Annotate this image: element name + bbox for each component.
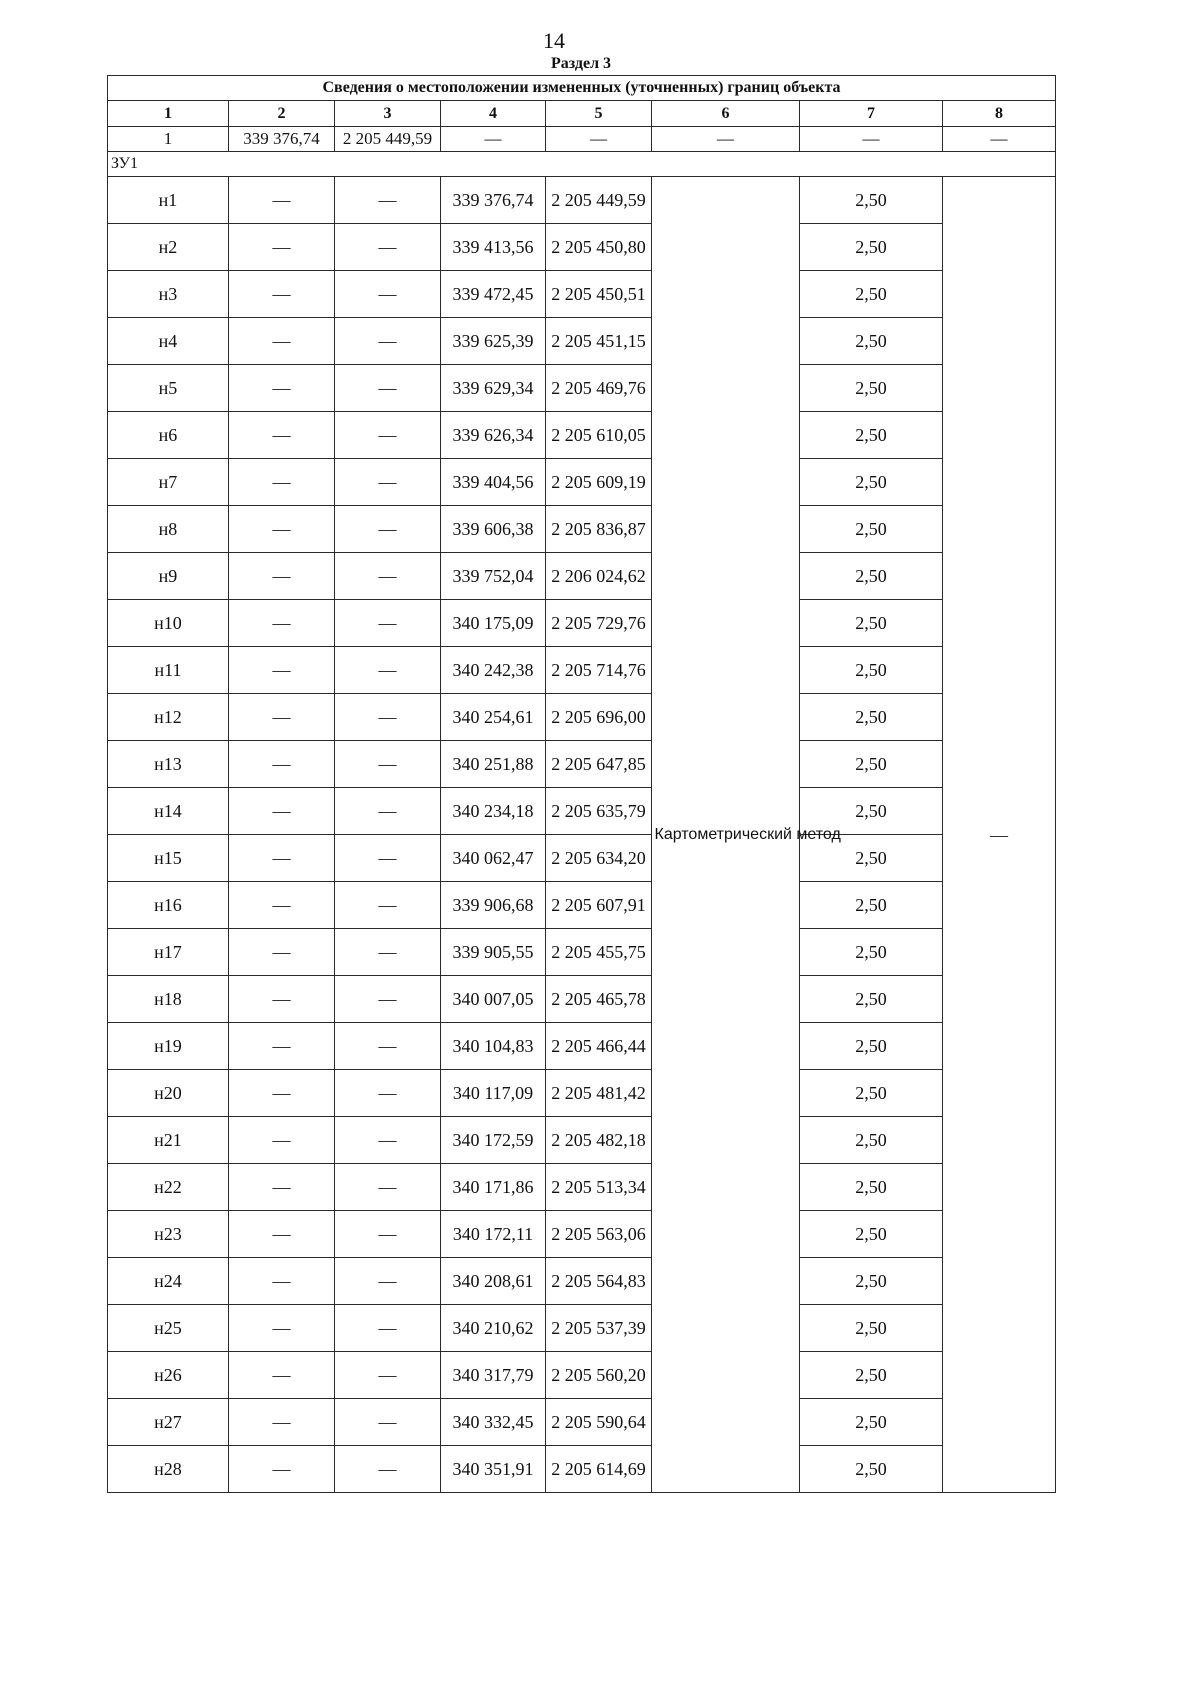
updated-x-cell: 340 351,91	[441, 1446, 546, 1493]
boundary-point-row	[108, 929, 1056, 976]
boundary-point-row	[108, 1117, 1056, 1164]
point-designation-cell: 1	[108, 127, 229, 152]
existing-y-cell: —	[335, 1117, 441, 1164]
table-caption: Сведения о местоположении измененных (уточненных) границ объекта	[108, 76, 1056, 101]
boundary-point-row	[108, 1446, 1056, 1493]
existing-y-cell: —	[335, 412, 441, 459]
accuracy-cell: 2,50	[800, 741, 943, 788]
boundary-point-row	[108, 600, 1056, 647]
boundary-point-row	[108, 177, 1056, 224]
accuracy-cell: 2,50	[800, 459, 943, 506]
existing-x-cell: —	[229, 365, 335, 412]
updated-y-cell: 2 205 449,59	[546, 177, 652, 224]
updated-y-cell: 2 205 466,44	[546, 1023, 652, 1070]
updated-y-cell: 2 205 590,64	[546, 1399, 652, 1446]
updated-x-cell: 339 472,45	[441, 271, 546, 318]
existing-x-cell: —	[229, 1211, 335, 1258]
updated-y-cell: 2 205 469,76	[546, 365, 652, 412]
existing-y-cell: —	[335, 835, 441, 882]
parcel-label: ЗУ1	[108, 152, 1056, 177]
accuracy-cell: 2,50	[800, 506, 943, 553]
existing-x-cell: —	[229, 882, 335, 929]
updated-x-cell: 340 171,86	[441, 1164, 546, 1211]
existing-x-cell: —	[229, 1023, 335, 1070]
updated-x-cell: 339 376,74	[441, 177, 546, 224]
existing-y-cell: —	[335, 1211, 441, 1258]
point-designation-cell: н27	[108, 1399, 229, 1446]
point-designation-cell: н14	[108, 788, 229, 835]
column-number: 4	[441, 101, 546, 127]
updated-y-cell: 2 205 607,91	[546, 882, 652, 929]
updated-x-cell: 340 251,88	[441, 741, 546, 788]
updated-x-cell: 340 172,59	[441, 1117, 546, 1164]
existing-y-cell: —	[335, 1305, 441, 1352]
point-designation-cell: н8	[108, 506, 229, 553]
existing-x-cell: —	[229, 412, 335, 459]
boundary-point-row	[108, 694, 1056, 741]
updated-x-cell: 340 117,09	[441, 1070, 546, 1117]
column-number: 3	[335, 101, 441, 127]
boundary-point-row	[108, 553, 1056, 600]
boundary-point-row	[108, 224, 1056, 271]
existing-y-cell: 2 205 449,59	[335, 127, 441, 152]
point-designation-cell: н20	[108, 1070, 229, 1117]
updated-y-cell: 2 205 455,75	[546, 929, 652, 976]
accuracy-cell: 2,50	[800, 976, 943, 1023]
point-designation-cell: н12	[108, 694, 229, 741]
updated-y-cell: 2 205 614,69	[546, 1446, 652, 1493]
updated-x-cell: 340 242,38	[441, 647, 546, 694]
updated-y-cell: 2 205 729,76	[546, 600, 652, 647]
method-cell	[652, 177, 841, 1493]
updated-y-cell: 2 205 635,79	[546, 788, 652, 835]
boundary-point-row	[108, 1352, 1056, 1399]
updated-x-cell: 339 404,56	[441, 459, 546, 506]
accuracy-cell: 2,50	[800, 835, 943, 882]
point-designation-cell: н26	[108, 1352, 229, 1399]
point-designation-cell: н13	[108, 741, 229, 788]
boundary-point-row	[108, 1211, 1056, 1258]
existing-y-cell: —	[335, 271, 441, 318]
existing-y-cell: —	[335, 788, 441, 835]
existing-x-cell: —	[229, 318, 335, 365]
accuracy-cell: 2,50	[800, 365, 943, 412]
existing-y-cell: —	[335, 365, 441, 412]
existing-x-cell: —	[229, 788, 335, 835]
existing-y-cell: —	[335, 1070, 441, 1117]
accuracy-cell: 2,50	[800, 929, 943, 976]
boundary-point-row	[108, 459, 1056, 506]
updated-y-cell: 2 205 465,78	[546, 976, 652, 1023]
updated-y-cell: 2 205 563,06	[546, 1211, 652, 1258]
marker-description-cell: —	[943, 177, 1056, 1493]
column-number: 2	[229, 101, 335, 127]
existing-y-cell: —	[335, 976, 441, 1023]
existing-y-cell: —	[335, 224, 441, 271]
updated-x-cell: 340 210,62	[441, 1305, 546, 1352]
point-designation-cell: н22	[108, 1164, 229, 1211]
boundary-point-row	[108, 1023, 1056, 1070]
updated-y-cell: 2 205 481,42	[546, 1070, 652, 1117]
point-designation-cell: н5	[108, 365, 229, 412]
accuracy-cell: 2,50	[800, 271, 943, 318]
column-number: 1	[108, 101, 229, 127]
existing-y-cell: —	[335, 1164, 441, 1211]
updated-x-cell: 340 234,18	[441, 788, 546, 835]
point-designation-cell: н7	[108, 459, 229, 506]
existing-y-cell: —	[335, 553, 441, 600]
point-designation-cell: н19	[108, 1023, 229, 1070]
accuracy-cell: 2,50	[800, 1446, 943, 1493]
existing-x-cell: —	[229, 224, 335, 271]
updated-x-cell: 339 905,55	[441, 929, 546, 976]
updated-y-cell: 2 205 696,00	[546, 694, 652, 741]
accuracy-cell: 2,50	[800, 1070, 943, 1117]
point-designation-cell: н2	[108, 224, 229, 271]
boundary-point-row	[108, 835, 1056, 882]
updated-y-cell: 2 205 610,05	[546, 412, 652, 459]
accuracy-cell: 2,50	[800, 1352, 943, 1399]
point-designation-cell: н15	[108, 835, 229, 882]
existing-x-cell: —	[229, 600, 335, 647]
accuracy-cell: 2,50	[800, 177, 943, 224]
updated-y-cell: 2 205 537,39	[546, 1305, 652, 1352]
updated-y-cell: 2 205 647,85	[546, 741, 652, 788]
boundary-point-row	[108, 788, 1056, 835]
column-number: 6	[652, 101, 800, 127]
updated-x-cell: 339 752,04	[441, 553, 546, 600]
accuracy-cell: 2,50	[800, 1258, 943, 1305]
updated-y-cell: 2 205 482,18	[546, 1117, 652, 1164]
existing-x-cell: —	[229, 1117, 335, 1164]
existing-y-cell: —	[335, 600, 441, 647]
existing-y-cell: —	[335, 694, 441, 741]
existing-x-cell: —	[229, 835, 335, 882]
column-number-row	[108, 101, 1056, 127]
existing-y-cell: —	[335, 1446, 441, 1493]
updated-y-cell: —	[546, 127, 652, 152]
boundary-point-row	[108, 1399, 1056, 1446]
updated-y-cell: 2 205 450,80	[546, 224, 652, 271]
point-designation-cell: н4	[108, 318, 229, 365]
point-designation-cell: н3	[108, 271, 229, 318]
updated-x-cell: 339 626,34	[441, 412, 546, 459]
table-caption-row	[108, 76, 1056, 101]
updated-x-cell: 340 062,47	[441, 835, 546, 882]
boundary-point-row	[108, 1164, 1056, 1211]
accuracy-cell: 2,50	[800, 1117, 943, 1164]
accuracy-cell: —	[800, 127, 943, 152]
updated-x-cell: —	[441, 127, 546, 152]
point-designation-cell: н23	[108, 1211, 229, 1258]
boundary-point-row	[108, 1258, 1056, 1305]
accuracy-cell: 2,50	[800, 1023, 943, 1070]
point-designation-cell: н28	[108, 1446, 229, 1493]
existing-x-cell: —	[229, 1446, 335, 1493]
existing-y-cell: —	[335, 647, 441, 694]
updated-x-cell: 339 413,56	[441, 224, 546, 271]
section-title: Раздел 3	[550, 55, 612, 72]
accuracy-cell: 2,50	[800, 600, 943, 647]
updated-y-cell: 2 205 560,20	[546, 1352, 652, 1399]
accuracy-cell: 2,50	[800, 412, 943, 459]
existing-x-cell: —	[229, 976, 335, 1023]
accuracy-cell: 2,50	[800, 694, 943, 741]
existing-x-cell: —	[229, 1399, 335, 1446]
updated-x-cell: 339 629,34	[441, 365, 546, 412]
updated-x-cell: 340 208,61	[441, 1258, 546, 1305]
updated-x-cell: 340 172,11	[441, 1211, 546, 1258]
existing-x-cell: —	[229, 694, 335, 741]
updated-y-cell: 2 205 450,51	[546, 271, 652, 318]
existing-point-row	[108, 127, 1056, 152]
point-designation-cell: н9	[108, 553, 229, 600]
column-number: 7	[800, 101, 943, 127]
existing-y-cell: —	[335, 741, 441, 788]
point-designation-cell: н11	[108, 647, 229, 694]
existing-x-cell: —	[229, 1305, 335, 1352]
method-label: Картометрический метод	[654, 826, 841, 843]
updated-x-cell: 339 606,38	[441, 506, 546, 553]
parcel-label-row	[108, 152, 1056, 177]
existing-x-cell: —	[229, 553, 335, 600]
boundary-point-row	[108, 318, 1056, 365]
updated-x-cell: 340 332,45	[441, 1399, 546, 1446]
boundary-point-row	[108, 412, 1056, 459]
existing-y-cell: —	[335, 177, 441, 224]
boundary-coordinates-table	[107, 75, 1056, 1493]
existing-x-cell: —	[229, 1070, 335, 1117]
boundary-point-row	[108, 1070, 1056, 1117]
boundary-point-row	[108, 506, 1056, 553]
boundary-point-row	[108, 1305, 1056, 1352]
column-number: 8	[943, 101, 1056, 127]
updated-x-cell: 340 175,09	[441, 600, 546, 647]
existing-x-cell: —	[229, 741, 335, 788]
accuracy-cell: 2,50	[800, 224, 943, 271]
boundary-point-row	[108, 271, 1056, 318]
existing-y-cell: —	[335, 459, 441, 506]
accuracy-cell: 2,50	[800, 1211, 943, 1258]
boundary-point-row	[108, 365, 1056, 412]
boundary-point-row	[108, 882, 1056, 929]
point-designation-cell: н1	[108, 177, 229, 224]
existing-y-cell: —	[335, 506, 441, 553]
point-designation-cell: н16	[108, 882, 229, 929]
existing-y-cell: —	[335, 1352, 441, 1399]
updated-y-cell: 2 205 564,83	[546, 1258, 652, 1305]
accuracy-cell: 2,50	[800, 882, 943, 929]
point-designation-cell: н17	[108, 929, 229, 976]
updated-x-cell: 339 625,39	[441, 318, 546, 365]
updated-y-cell: 2 205 513,34	[546, 1164, 652, 1211]
updated-x-cell: 340 254,61	[441, 694, 546, 741]
existing-x-cell: —	[229, 1352, 335, 1399]
accuracy-cell: 2,50	[800, 318, 943, 365]
point-designation-cell: н10	[108, 600, 229, 647]
updated-x-cell: 340 317,79	[441, 1352, 546, 1399]
existing-x-cell: —	[229, 647, 335, 694]
existing-x-cell: —	[229, 506, 335, 553]
boundary-point-row	[108, 741, 1056, 788]
boundary-point-row	[108, 976, 1056, 1023]
existing-x-cell: —	[229, 1164, 335, 1211]
updated-y-cell: 2 205 451,15	[546, 318, 652, 365]
point-designation-cell: н21	[108, 1117, 229, 1164]
existing-x-cell: —	[229, 177, 335, 224]
updated-x-cell: 340 104,83	[441, 1023, 546, 1070]
point-designation-cell: н25	[108, 1305, 229, 1352]
existing-y-cell: —	[335, 882, 441, 929]
existing-y-cell: —	[335, 1258, 441, 1305]
existing-x-cell: 339 376,74	[229, 127, 335, 152]
point-designation-cell: н24	[108, 1258, 229, 1305]
updated-x-cell: 340 007,05	[441, 976, 546, 1023]
page-number: 14	[543, 28, 565, 53]
point-designation-cell: н18	[108, 976, 229, 1023]
existing-y-cell: —	[335, 1399, 441, 1446]
updated-y-cell: 2 205 634,20	[546, 835, 652, 882]
boundary-point-row	[108, 647, 1056, 694]
updated-x-cell: 339 906,68	[441, 882, 546, 929]
existing-x-cell: —	[229, 271, 335, 318]
existing-y-cell: —	[335, 929, 441, 976]
marker-description-cell: —	[943, 127, 1056, 152]
existing-x-cell: —	[229, 459, 335, 506]
accuracy-cell: 2,50	[800, 647, 943, 694]
updated-y-cell: 2 205 609,19	[546, 459, 652, 506]
column-number: 5	[546, 101, 652, 127]
existing-x-cell: —	[229, 929, 335, 976]
accuracy-cell: 2,50	[800, 553, 943, 600]
accuracy-cell: 2,50	[800, 1164, 943, 1211]
point-designation-cell: н6	[108, 412, 229, 459]
accuracy-cell: 2,50	[800, 788, 943, 835]
accuracy-cell: 2,50	[800, 1305, 943, 1352]
existing-y-cell: —	[335, 1023, 441, 1070]
existing-x-cell: —	[229, 1258, 335, 1305]
updated-y-cell: 2 205 714,76	[546, 647, 652, 694]
accuracy-cell: 2,50	[800, 1399, 943, 1446]
method-cell: —	[652, 127, 800, 152]
updated-y-cell: 2 205 836,87	[546, 506, 652, 553]
updated-y-cell: 2 206 024,62	[546, 553, 652, 600]
existing-y-cell: —	[335, 318, 441, 365]
